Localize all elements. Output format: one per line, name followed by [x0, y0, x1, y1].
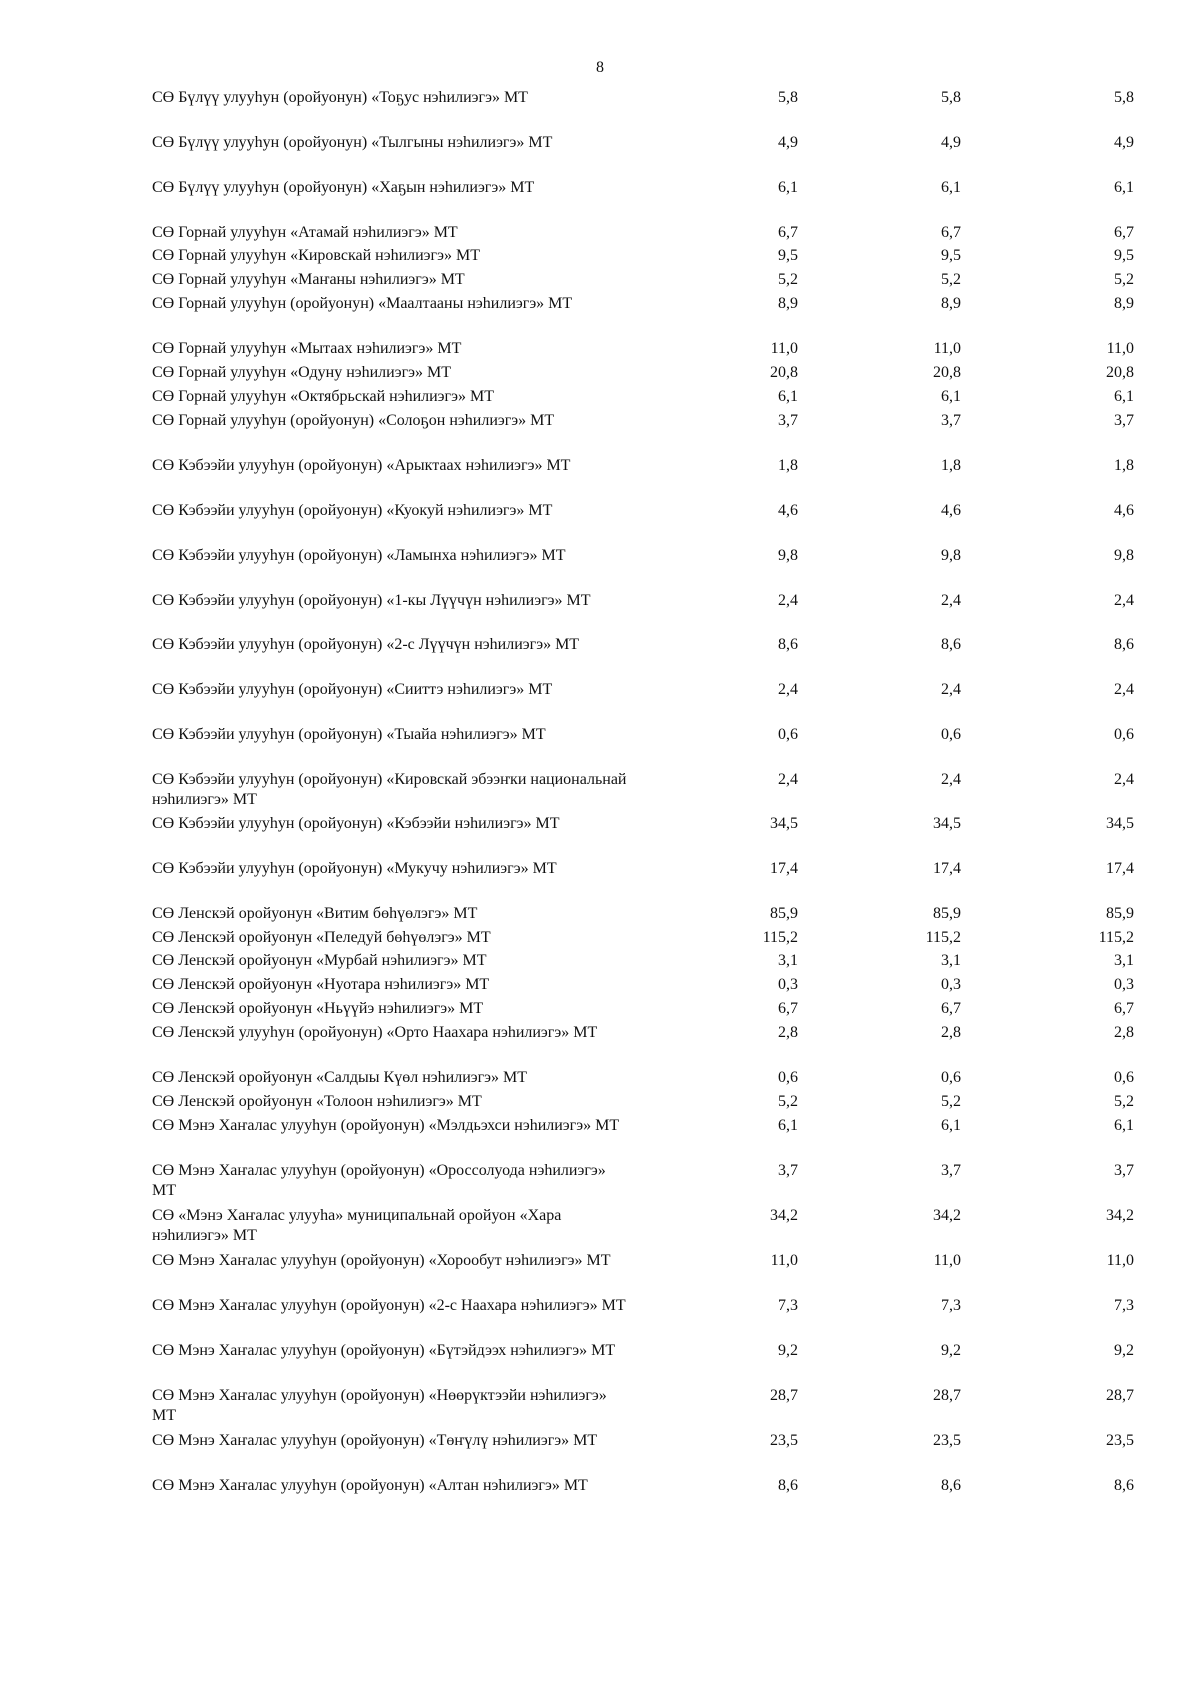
row-value-col-3: 8,6 — [1114, 636, 1134, 653]
row-value-col-1: 1,8 — [778, 457, 798, 474]
row-value-col-3: 7,3 — [1114, 1297, 1134, 1314]
row-label: СӨ Горнай улууһун «Мытаах нэһилиэгэ» МТ — [152, 340, 462, 357]
row-value-col-3: 0,3 — [1114, 976, 1134, 993]
row-value-col-1: 6,1 — [778, 1117, 798, 1134]
row-value-col-3: 5,2 — [1114, 1093, 1134, 1110]
row-value-col-2: 6,1 — [941, 179, 961, 196]
row-label: СӨ Кэбээйи улууһун (оройуонун) «Ламынха нэһилиэгэ» МТ — [152, 547, 566, 564]
row-value-col-2: 1,8 — [941, 457, 961, 474]
row-label: СӨ Кэбээйи улууһун (оройуонун) «Кэбээйи нэһилиэгэ» МТ — [152, 815, 560, 832]
row-label: СӨ Кэбээйи улууһун (оройуонун) «Сииттэ нэһилиэгэ» МТ — [152, 681, 553, 698]
row-label: СӨ Мэнэ Хаҥалас улууһун (оройуонун) «Мэлдьэхси нэһилиэгэ» МТ — [152, 1117, 620, 1134]
row-value-col-2: 0,6 — [941, 1069, 961, 1086]
row-label: СӨ Кэбээйи улууһун (оройуонун) «Кировскай эбээҥки национальнай нэһилиэгэ» МТ — [152, 771, 627, 808]
row-value-col-1: 4,6 — [778, 502, 798, 519]
row-value-col-3: 2,4 — [1114, 592, 1134, 609]
row-value-col-3: 6,7 — [1114, 1000, 1134, 1017]
row-value-col-1: 20,8 — [770, 364, 798, 381]
row-value-col-2: 6,7 — [941, 224, 961, 241]
row-value-col-1: 9,2 — [778, 1342, 798, 1359]
row-label: СӨ Ленскэй оройуонун «Ньүүйэ нэһилиэгэ» МТ — [152, 1000, 484, 1017]
row-value-col-2: 8,9 — [941, 295, 961, 312]
row-label: СӨ Горнай улууһун «Атамай нэһилиэгэ» МТ — [152, 224, 458, 241]
row-label: СӨ Бүлүү улууһун (оройуонун) «Тылгыны нэһилиэгэ» МТ — [152, 134, 553, 151]
row-label: СӨ Ленскэй оройуонун «Пеледуй бөһүөлэгэ» МТ — [152, 929, 491, 946]
row-value-col-1: 9,8 — [778, 547, 798, 564]
row-value-col-2: 2,8 — [941, 1024, 961, 1041]
row-value-col-2: 8,6 — [941, 636, 961, 653]
row-value-col-3: 6,1 — [1114, 179, 1134, 196]
row-value-col-2: 2,4 — [941, 681, 961, 698]
row-value-col-1: 34,5 — [770, 815, 798, 832]
row-value-col-2: 11,0 — [933, 340, 961, 357]
row-value-col-2: 9,5 — [941, 247, 961, 264]
row-value-col-3: 3,1 — [1114, 952, 1134, 969]
row-value-col-2: 2,4 — [941, 592, 961, 609]
row-value-col-2: 7,3 — [941, 1297, 961, 1314]
row-value-col-2: 17,4 — [933, 860, 961, 877]
row-value-col-1: 8,9 — [778, 295, 798, 312]
row-value-col-1: 28,7 — [770, 1387, 798, 1404]
row-value-col-1: 3,1 — [778, 952, 798, 969]
row-value-col-3: 2,4 — [1114, 681, 1134, 698]
row-value-col-2: 20,8 — [933, 364, 961, 381]
row-value-col-3: 2,4 — [1114, 771, 1134, 788]
row-label: СӨ Горнай улууһун (оройуонун) «Маалтааны нэһилиэгэ» МТ — [152, 295, 573, 312]
row-value-col-1: 7,3 — [778, 1297, 798, 1314]
row-value-col-3: 2,8 — [1114, 1024, 1134, 1041]
row-value-col-3: 6,1 — [1114, 388, 1134, 405]
row-value-col-2: 28,7 — [933, 1387, 961, 1404]
row-value-col-3: 85,9 — [1106, 905, 1134, 922]
row-value-col-1: 2,4 — [778, 771, 798, 788]
row-value-col-2: 4,9 — [941, 134, 961, 151]
row-label: СӨ Горнай улууһун «Октябрьскай нэһилиэгэ» МТ — [152, 388, 494, 405]
page-number: 8 — [596, 59, 604, 76]
row-value-col-2: 3,7 — [941, 1162, 961, 1179]
row-value-col-3: 5,8 — [1114, 89, 1134, 106]
row-value-col-1: 6,7 — [778, 224, 798, 241]
row-label: СӨ Кэбээйи улууһун (оройуонун) «Мукучу нэһилиэгэ» МТ — [152, 860, 557, 877]
row-value-col-2: 3,1 — [941, 952, 961, 969]
row-value-col-3: 5,2 — [1114, 271, 1134, 288]
row-label: СӨ Горнай улууһун «Одуну нэһилиэгэ» МТ — [152, 364, 452, 381]
row-value-col-2: 34,5 — [933, 815, 961, 832]
row-label: СӨ Кэбээйи улууһун (оройуонун) «Тыайа нэһилиэгэ» МТ — [152, 726, 546, 743]
row-value-col-3: 9,2 — [1114, 1342, 1134, 1359]
row-value-col-3: 3,7 — [1114, 412, 1134, 429]
row-value-col-1: 4,9 — [778, 134, 798, 151]
row-label: СӨ Бүлүү улууһун (оройуонун) «Хаҕын нэһилиэгэ» МТ — [152, 179, 535, 196]
row-value-col-1: 5,2 — [778, 271, 798, 288]
row-value-col-2: 0,3 — [941, 976, 961, 993]
row-value-col-1: 6,1 — [778, 388, 798, 405]
row-value-col-2: 9,2 — [941, 1342, 961, 1359]
row-value-col-1: 3,7 — [778, 1162, 798, 1179]
row-value-col-1: 8,6 — [778, 636, 798, 653]
row-value-col-1: 6,1 — [778, 179, 798, 196]
row-value-col-1: 17,4 — [770, 860, 798, 877]
row-label: СӨ Мэнэ Хаҥалас улууһун (оройуонун) «Ороссолуода нэһилиэгэ» МТ — [152, 1162, 606, 1199]
row-value-col-2: 34,2 — [933, 1207, 961, 1224]
row-value-col-1: 2,4 — [778, 681, 798, 698]
row-value-col-2: 5,2 — [941, 1093, 961, 1110]
row-value-col-1: 8,6 — [778, 1477, 798, 1494]
row-label: СӨ Ленскэй оройуонун «Мурбай нэһилиэгэ» МТ — [152, 952, 487, 969]
row-label: СӨ Горнай улууһун (оройуонун) «Солоҕон нэһилиэгэ» МТ — [152, 412, 555, 429]
row-value-col-3: 28,7 — [1106, 1387, 1134, 1404]
row-label: СӨ Мэнэ Хаҥалас улууһун (оройуонун) «Алтан нэһилиэгэ» МТ — [152, 1477, 588, 1494]
row-value-col-3: 4,9 — [1114, 134, 1134, 151]
row-value-col-2: 23,5 — [933, 1432, 961, 1449]
row-value-col-3: 3,7 — [1114, 1162, 1134, 1179]
row-value-col-3: 0,6 — [1114, 726, 1134, 743]
row-label: СӨ Мэнэ Хаҥалас улууһун (оройуонун) «Хорообут нэһилиэгэ» МТ — [152, 1252, 611, 1269]
row-value-col-2: 8,6 — [941, 1477, 961, 1494]
row-value-col-3: 6,1 — [1114, 1117, 1134, 1134]
row-value-col-3: 115,2 — [1098, 929, 1134, 946]
row-value-col-1: 6,7 — [778, 1000, 798, 1017]
row-value-col-3: 17,4 — [1106, 860, 1134, 877]
row-value-col-3: 23,5 — [1106, 1432, 1134, 1449]
row-value-col-1: 0,3 — [778, 976, 798, 993]
row-value-col-1: 9,5 — [778, 247, 798, 264]
row-value-col-3: 20,8 — [1106, 364, 1134, 381]
row-value-col-1: 11,0 — [770, 340, 798, 357]
row-value-col-1: 85,9 — [770, 905, 798, 922]
row-value-col-3: 9,5 — [1114, 247, 1134, 264]
row-value-col-2: 11,0 — [933, 1252, 961, 1269]
row-value-col-1: 0,6 — [778, 726, 798, 743]
row-label: СӨ Ленскэй оройуонун «Салдыы Күөл нэһилиэгэ» МТ — [152, 1069, 528, 1086]
row-value-col-3: 1,8 — [1114, 457, 1134, 474]
row-value-col-1: 5,8 — [778, 89, 798, 106]
row-value-col-2: 4,6 — [941, 502, 961, 519]
row-value-col-2: 115,2 — [925, 929, 961, 946]
row-value-col-1: 2,4 — [778, 592, 798, 609]
row-value-col-1: 2,8 — [778, 1024, 798, 1041]
row-value-col-3: 34,2 — [1106, 1207, 1134, 1224]
row-value-col-3: 4,6 — [1114, 502, 1134, 519]
row-label: СӨ Ленскэй улууһун (оройуонун) «Орто Наахара нэһилиэгэ» МТ — [152, 1024, 598, 1041]
row-value-col-2: 6,1 — [941, 388, 961, 405]
row-label: СӨ Мэнэ Хаҥалас улууһун (оройуонун) «2-с Наахара нэһилиэгэ» МТ — [152, 1297, 626, 1314]
row-label: СӨ Бүлүү улууһун (оройуонун) «Тоҕус нэһилиэгэ» МТ — [152, 89, 528, 106]
row-value-col-2: 3,7 — [941, 412, 961, 429]
row-value-col-1: 0,6 — [778, 1069, 798, 1086]
row-value-col-1: 3,7 — [778, 412, 798, 429]
row-label: СӨ Ленскэй оройуонун «Нуотара нэһилиэгэ» МТ — [152, 976, 490, 993]
row-label: СӨ Мэнэ Хаҥалас улууһун (оройуонун) «Бүтэйдээх нэһилиэгэ» МТ — [152, 1342, 616, 1359]
row-label: СӨ «Мэнэ Хаҥалас улууһа» муниципальнай оройуон «Хара нэһилиэгэ» МТ — [152, 1207, 562, 1244]
row-value-col-3: 8,9 — [1114, 295, 1134, 312]
row-label: СӨ Кэбээйи улууһун (оройуонун) «Арыктаах нэһилиэгэ» МТ — [152, 457, 571, 474]
row-value-col-3: 8,6 — [1114, 1477, 1134, 1494]
row-label: СӨ Мэнэ Хаҥалас улууһун (оройуонун) «Төҥүлү нэһилиэгэ» МТ — [152, 1432, 598, 1449]
row-value-col-1: 5,2 — [778, 1093, 798, 1110]
row-value-col-3: 34,5 — [1106, 815, 1134, 832]
row-value-col-3: 9,8 — [1114, 547, 1134, 564]
row-label: СӨ Кэбээйи улууһун (оройуонун) «1-кы Лүүчүн нэһилиэгэ» МТ — [152, 592, 591, 609]
row-value-col-2: 6,1 — [941, 1117, 961, 1134]
row-value-col-2: 85,9 — [933, 905, 961, 922]
row-label: СӨ Горнай улууһун «Маҥаны нэһилиэгэ» МТ — [152, 271, 465, 288]
row-label: СӨ Ленскэй оройуонун «Толоон нэһилиэгэ» МТ — [152, 1093, 482, 1110]
row-label: СӨ Горнай улууһун «Кировскай нэһилиэгэ» МТ — [152, 247, 480, 264]
row-label: СӨ Кэбээйи улууһун (оройуонун) «2-с Лүүчүн нэһилиэгэ» МТ — [152, 636, 580, 653]
row-value-col-1: 34,2 — [770, 1207, 798, 1224]
row-label: СӨ Ленскэй оройуонун «Витим бөһүөлэгэ» МТ — [152, 905, 478, 922]
row-value-col-3: 0,6 — [1114, 1069, 1134, 1086]
row-value-col-2: 2,4 — [941, 771, 961, 788]
row-value-col-1: 11,0 — [770, 1252, 798, 1269]
row-value-col-3: 11,0 — [1106, 1252, 1134, 1269]
row-value-col-2: 6,7 — [941, 1000, 961, 1017]
row-value-col-2: 5,2 — [941, 271, 961, 288]
row-value-col-3: 11,0 — [1106, 340, 1134, 357]
row-value-col-2: 0,6 — [941, 726, 961, 743]
row-value-col-1: 115,2 — [762, 929, 798, 946]
row-value-col-1: 23,5 — [770, 1432, 798, 1449]
row-label: СӨ Кэбээйи улууһун (оройуонун) «Куокуй нэһилиэгэ» МТ — [152, 502, 553, 519]
row-value-col-3: 6,7 — [1114, 224, 1134, 241]
row-value-col-2: 9,8 — [941, 547, 961, 564]
row-label: СӨ Мэнэ Хаҥалас улууһун (оройуонун) «Нөөрүктээйи нэһилиэгэ» МТ — [152, 1387, 607, 1424]
row-value-col-2: 5,8 — [941, 89, 961, 106]
